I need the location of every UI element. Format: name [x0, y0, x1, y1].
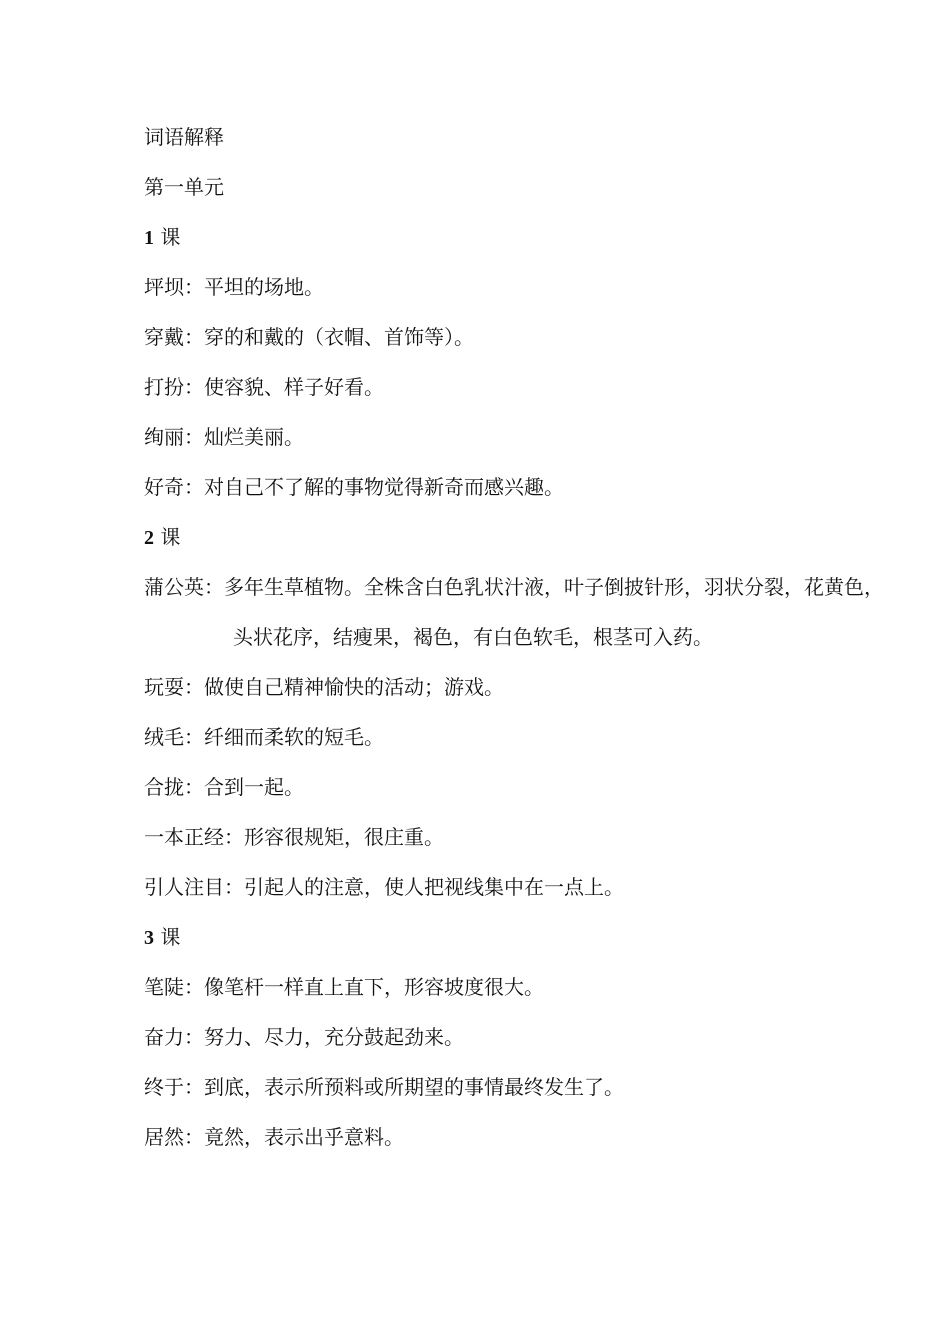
glossary-entry: [144, 312, 824, 362]
entry-definition: 穿的和戴的（衣帽、首饰等）。: [204, 325, 474, 349]
lesson-heading: [144, 512, 824, 562]
lesson-number: 1: [144, 227, 154, 249]
lesson-heading: [144, 212, 824, 262]
lesson-number: 3: [144, 927, 154, 949]
entry-separator: ：: [184, 1075, 204, 1099]
glossary-entry: [144, 712, 824, 762]
entry-term: 一本正经: [144, 825, 224, 849]
entry-definition: 努力、尽力，充分鼓起劲来。: [204, 1025, 464, 1049]
entry-term: 奋力: [144, 1025, 184, 1049]
glossary-entry: [144, 812, 824, 862]
entry-separator: ：: [184, 275, 204, 299]
lesson-heading: [144, 912, 824, 962]
glossary-entry: [144, 962, 824, 1012]
entry-definition: 像笔杆一样直上直下，形容坡度很大。: [204, 975, 544, 999]
entry-term: 好奇: [144, 475, 184, 499]
lesson-number: 2: [144, 527, 154, 549]
entry-separator: ：: [184, 1125, 204, 1149]
entry-definition: 做使自己精神愉快的活动；游戏。: [204, 675, 504, 699]
glossary-entry: [144, 862, 824, 912]
entry-term: 绚丽: [144, 425, 184, 449]
lesson-suffix: 课: [160, 525, 181, 549]
document-body: [144, 112, 884, 1162]
entry-term: 合拢: [144, 775, 184, 799]
entry-definition: 纤细而柔软的短毛。: [204, 725, 384, 749]
entry-separator: ：: [184, 675, 204, 699]
entry-definition: 多年生草植物。全株含白色乳状汁液，叶子倒披针形，羽状分裂，花黄色，头状花序，结瘦果，褐色，有白色软毛，根茎可入药。: [224, 575, 884, 649]
entry-term: 坪坝: [144, 275, 184, 299]
glossary-entry: [144, 562, 894, 662]
entry-term: 终于: [144, 1075, 184, 1099]
entry-definition: 使容貌、样子好看。: [204, 375, 384, 399]
entry-term: 笔陡: [144, 975, 184, 999]
entry-definition: 引起人的注意，使人把视线集中在一点上。: [244, 875, 624, 899]
entry-term: 蒲公英: [144, 575, 204, 599]
entry-term: 穿戴: [144, 325, 184, 349]
glossary-entry: [144, 1112, 824, 1162]
entry-separator: ：: [184, 475, 204, 499]
glossary-entry: [144, 662, 824, 712]
entry-separator: ：: [224, 875, 244, 899]
entry-separator: ：: [184, 375, 204, 399]
glossary-entry: [144, 262, 824, 312]
glossary-entry: [144, 462, 824, 512]
entry-separator: ：: [184, 775, 204, 799]
entry-term: 居然: [144, 1125, 184, 1149]
entry-definition: 形容很规矩，很庄重。: [244, 825, 444, 849]
glossary-entry: [144, 1012, 824, 1062]
entry-separator: ：: [224, 825, 244, 849]
entry-separator: ：: [184, 325, 204, 349]
entry-definition: 合到一起。: [204, 775, 304, 799]
entry-separator: ：: [184, 725, 204, 749]
entry-separator: ：: [184, 975, 204, 999]
entry-term: 玩耍: [144, 675, 184, 699]
document-title: 词语解释: [144, 125, 224, 149]
entry-definition: 到底，表示所预料或所期望的事情最终发生了。: [204, 1075, 624, 1099]
entry-definition: 灿烂美丽。: [204, 425, 304, 449]
entry-separator: ：: [184, 1025, 204, 1049]
entry-term: 打扮: [144, 375, 184, 399]
entry-definition: 竟然，表示出乎意料。: [204, 1125, 404, 1149]
glossary-entry: [144, 1062, 824, 1112]
lesson-suffix: 课: [160, 225, 181, 249]
entry-term: 引人注目: [144, 875, 224, 899]
lesson-suffix: 课: [160, 925, 181, 949]
entry-separator: ：: [204, 575, 224, 599]
entry-separator: ：: [184, 425, 204, 449]
glossary-entry: [144, 412, 824, 462]
glossary-entry: [144, 762, 824, 812]
unit-heading: 第一单元: [144, 175, 224, 199]
entry-definition: 平坦的场地。: [204, 275, 324, 299]
entry-definition: 对自己不了解的事物觉得新奇而感兴趣。: [204, 475, 564, 499]
glossary-entry: [144, 362, 824, 412]
entry-term: 绒毛: [144, 725, 184, 749]
